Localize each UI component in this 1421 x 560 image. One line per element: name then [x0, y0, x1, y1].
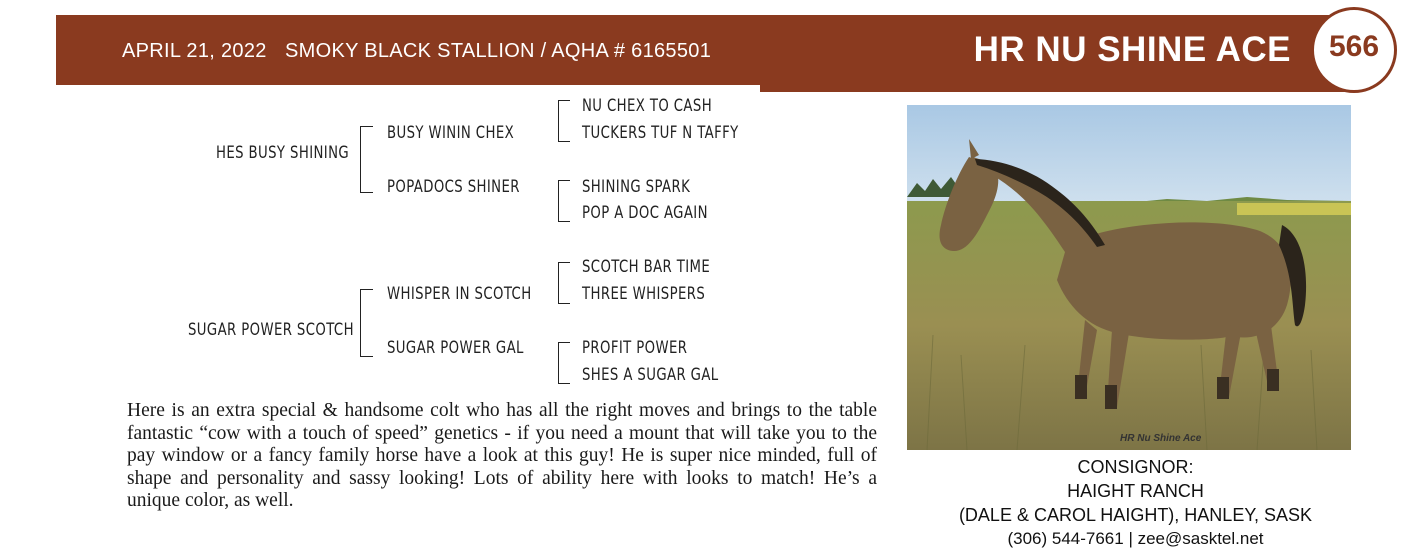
header-banner-tail [760, 85, 1346, 92]
pedigree-gen3-1: NU CHEX TO CASH [582, 96, 713, 116]
pedigree-gen3-2: TUCKERS TUF N TAFFY [582, 123, 739, 143]
pedigree-gen3-6: THREE WHISPERS [582, 284, 706, 304]
pedigree-gen3-7: PROFIT POWER [582, 338, 688, 358]
pedigree-gen3-8: SHES A SUGAR GAL [582, 365, 719, 385]
horse-description-line: SMOKY BLACK STALLION / AQHA # 6165501 [285, 40, 712, 62]
lot-number: 566 [1328, 30, 1380, 63]
pedigree-sire-sire: BUSY WININ CHEX [387, 123, 515, 143]
pedigree-sire: HES BUSY SHINING [216, 143, 350, 163]
horse-photo [907, 105, 1351, 450]
pedigree-sire-dam: POPADOCS SHINER [387, 177, 520, 197]
pedigree-gen3-3: SHINING SPARK [582, 177, 691, 197]
pedigree-gen3-4: POP A DOC AGAIN [582, 203, 708, 223]
pedigree-bracket [360, 126, 373, 193]
photo-caption: HR Nu Shine Ace [1120, 433, 1202, 444]
pedigree-dam-dam: SUGAR POWER GAL [387, 338, 524, 358]
pedigree-bracket [360, 289, 373, 357]
pedigree-bracket [558, 262, 570, 304]
consignor-name: HAIGHT RANCH [1067, 481, 1204, 501]
pedigree-dam: SUGAR POWER SCOTCH [188, 320, 354, 340]
consignor-label: CONSIGNOR: [1077, 457, 1194, 477]
horse-description: Here is an extra special & handsome colt who has all the right moves and brings to the table fantastic “cow with a touch of speed” genetics - if you need a mount that will take you to the pay window or a fancy family horse have a look at this guy! He is super nice minded, full of shape and personality and sassy looking! Lots of ability here with looks to match! He’s a unique color, as well. [127, 400, 877, 511]
pedigree-gen3-5: SCOTCH BAR TIME [582, 257, 711, 277]
consignor-owners: (DALE & CAROL HAIGHT), HANLEY, SASK [958, 505, 1313, 525]
consignor-contact: (306) 544-7661 | zee@sasktel.net [1007, 529, 1264, 548]
horse-photo-illustration [907, 105, 1351, 450]
pedigree-bracket [558, 342, 570, 384]
pedigree-dam-sire: WHISPER IN SCOTCH [387, 284, 532, 304]
sale-date: APRIL 21, 2022 [122, 40, 267, 62]
horse-name: HR NU SHINE ACE [973, 30, 1291, 69]
pedigree-bracket [558, 180, 570, 222]
pedigree-bracket [558, 100, 570, 142]
